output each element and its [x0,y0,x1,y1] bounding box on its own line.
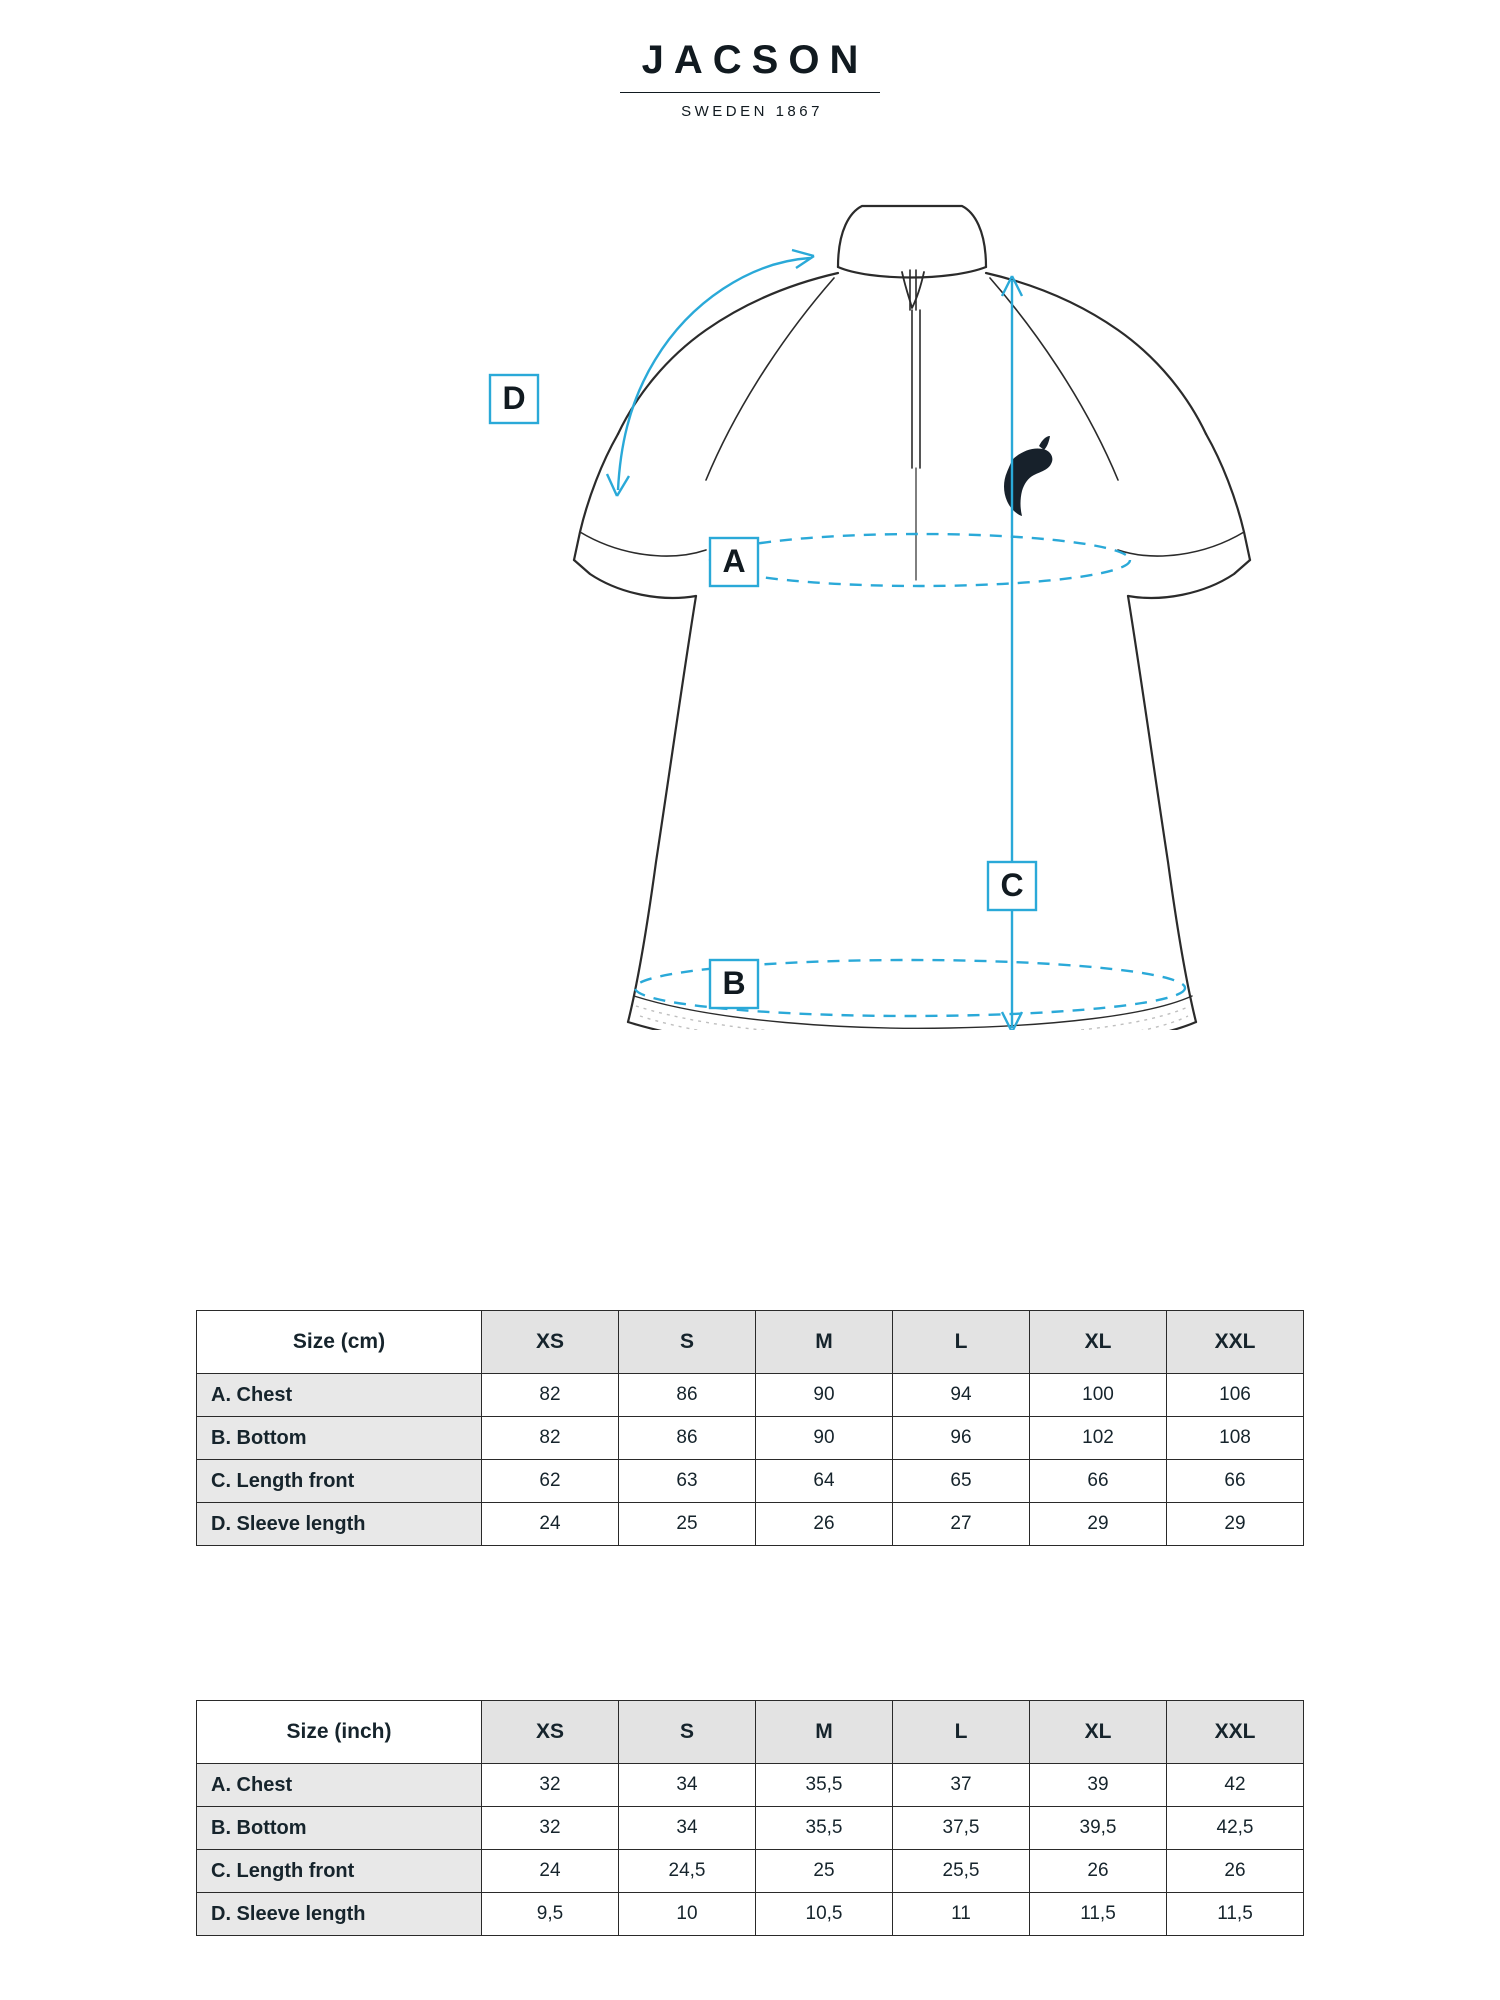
table-cell: 94 [893,1374,1030,1417]
table-cell: 42 [1167,1764,1304,1807]
table-cell: 82 [482,1374,619,1417]
callout-D [490,375,538,423]
table-cell: 10,5 [756,1893,893,1936]
table-row [197,1764,1304,1807]
table-cell: 25 [619,1503,756,1546]
callout-B [710,960,758,1008]
table-cell: 26 [1030,1850,1167,1893]
table-cell: 27 [893,1503,1030,1546]
table-header-cell: M [756,1701,893,1764]
table-cell: 26 [756,1503,893,1546]
table-cell: 90 [756,1374,893,1417]
table-row [197,1893,1304,1936]
table-row [197,1807,1304,1850]
row-label: B. Bottom [197,1807,482,1850]
table-cell: 11,5 [1030,1893,1167,1936]
row-label: D. Sleeve length [197,1893,482,1936]
row-label: D. Sleeve length [197,1503,482,1546]
row-label: A. Chest [197,1374,482,1417]
table-cell: 108 [1167,1417,1304,1460]
table-cell: 34 [619,1807,756,1850]
table-header-cell: L [893,1701,1030,1764]
table-cell: 90 [756,1417,893,1460]
table-cell: 66 [1030,1460,1167,1503]
row-label: C. Length front [197,1850,482,1893]
table-cell: 26 [1167,1850,1304,1893]
table-cell: 86 [619,1374,756,1417]
brand-tagline: SWEDEN 1867 [681,103,823,120]
table-cell: 63 [619,1460,756,1503]
table-header-cell: M [756,1311,893,1374]
svg-text:A: A [722,543,746,579]
table-cell: 11 [893,1893,1030,1936]
table-header-cell: XL [1030,1701,1167,1764]
svg-text:D: D [502,380,526,416]
table-cell: 35,5 [756,1764,893,1807]
table-header-cell: S [619,1311,756,1374]
table-cell: 39,5 [1030,1807,1167,1850]
table-header-cell: Size (cm) [197,1311,482,1374]
measure-length-line [1002,276,1022,1030]
garment-illustration [0,150,1500,1030]
table-cell: 37,5 [893,1807,1030,1850]
measure-sleeve-curve [607,250,814,496]
table-row [197,1460,1304,1503]
brand-name: JACSON [641,38,869,82]
table-cell: 25,5 [893,1850,1030,1893]
table-cell: 102 [1030,1417,1167,1460]
table-cell: 29 [1030,1503,1167,1546]
table-row [197,1850,1304,1893]
table-cell: 42,5 [1167,1807,1304,1850]
table-cell: 82 [482,1417,619,1460]
table-cell: 65 [893,1460,1030,1503]
row-label: B. Bottom [197,1417,482,1460]
table-cell: 64 [756,1460,893,1503]
table-header-cell: XXL [1167,1311,1304,1374]
table-header-cell: S [619,1701,756,1764]
callout-C [988,862,1036,910]
hem-stitching [636,1006,1190,1030]
svg-text:B: B [722,965,746,1001]
table-header-cell: XXL [1167,1701,1304,1764]
table-cell: 24,5 [619,1850,756,1893]
size-table-inch-wrapper [196,1700,1304,1936]
table-cell: 32 [482,1807,619,1850]
table-cell: 100 [1030,1374,1167,1417]
table-row [197,1374,1304,1417]
table-cell: 9,5 [482,1893,619,1936]
table-cell: 34 [619,1764,756,1807]
measure-chest-ellipse [710,534,1130,586]
table-header-row [197,1701,1304,1764]
row-label: C. Length front [197,1460,482,1503]
table-cell: 24 [482,1850,619,1893]
size-table-cm [196,1310,1304,1546]
table-cell: 35,5 [756,1807,893,1850]
table-header-cell: XS [482,1701,619,1764]
table-header-cell: XS [482,1311,619,1374]
table-cell: 39 [1030,1764,1167,1807]
svg-text:C: C [1000,867,1024,903]
size-table-inch [196,1700,1304,1936]
table-cell: 10 [619,1893,756,1936]
table-header-cell: L [893,1311,1030,1374]
brand-divider [620,92,880,93]
size-table-cm-wrapper [196,1310,1304,1546]
table-cell: 11,5 [1167,1893,1304,1936]
table-cell: 32 [482,1764,619,1807]
table-cell: 29 [1167,1503,1304,1546]
callout-A [710,538,758,586]
table-cell: 37 [893,1764,1030,1807]
table-row [197,1503,1304,1546]
table-cell: 24 [482,1503,619,1546]
table-cell: 106 [1167,1374,1304,1417]
table-header-cell: XL [1030,1311,1167,1374]
table-cell: 86 [619,1417,756,1460]
table-header-row [197,1311,1304,1374]
table-cell: 62 [482,1460,619,1503]
brand-header [0,40,1500,120]
table-row [197,1417,1304,1460]
table-cell: 66 [1167,1460,1304,1503]
table-cell: 96 [893,1417,1030,1460]
table-cell: 25 [756,1850,893,1893]
table-header-cell: Size (inch) [197,1701,482,1764]
row-label: A. Chest [197,1764,482,1807]
